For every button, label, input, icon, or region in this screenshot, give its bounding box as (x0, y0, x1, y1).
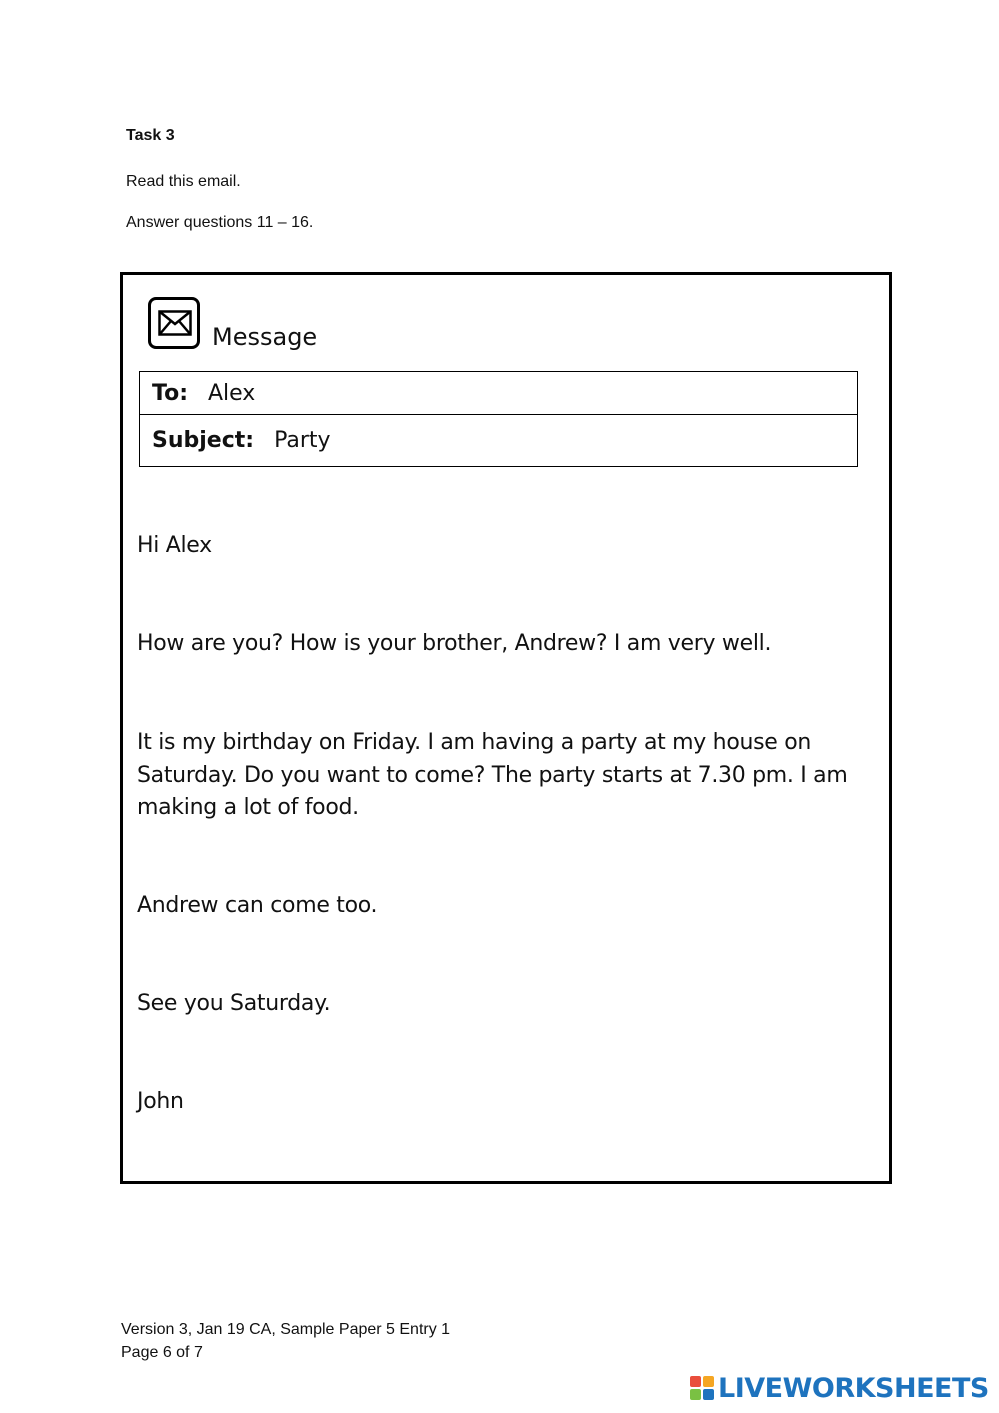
email-paragraph-2-line-3: making a lot of food. (137, 795, 359, 820)
instruction-read: Read this email. (126, 173, 241, 190)
email-paragraph-2-line-2: Saturday. Do you want to come? The party starts at 7.30 pm. I am (137, 762, 848, 788)
message-label: Message (212, 323, 318, 351)
email-frame (120, 272, 892, 1184)
brand-blocks-icon (690, 1376, 714, 1400)
footer-version: Version 3, Jan 19 CA, Sample Paper 5 Entry 1 (121, 1321, 451, 1338)
subject-row (140, 415, 857, 465)
email-paragraph-2-line-1: It is my birthday on Friday. I am having a party at my house on (137, 730, 812, 755)
email-paragraph-1: How are you? How is your brother, Andrew? I am very well. (137, 631, 772, 656)
brand-name: LIVEWORKSHEETS (718, 1372, 989, 1404)
subject-value: Party (274, 427, 331, 453)
email-header-table (139, 371, 858, 467)
to-value: Alex (208, 380, 256, 406)
task-title: Task 3 (126, 127, 175, 144)
to-label: To: (152, 380, 188, 406)
email-paragraph-3: Andrew can come too. (137, 893, 378, 918)
email-closing: See you Saturday. (137, 991, 331, 1016)
footer-page-number: Page 6 of 7 (121, 1344, 203, 1361)
email-greeting: Hi Alex (137, 533, 212, 558)
instruction-answer: Answer questions 11 – 16. (126, 214, 314, 231)
liveworksheets-logo[interactable] (690, 1371, 989, 1405)
email-signature: John (137, 1089, 184, 1114)
to-row (140, 372, 857, 415)
email-paragraph-2 (137, 727, 877, 825)
envelope-icon (148, 297, 200, 349)
subject-label: Subject: (152, 427, 255, 453)
